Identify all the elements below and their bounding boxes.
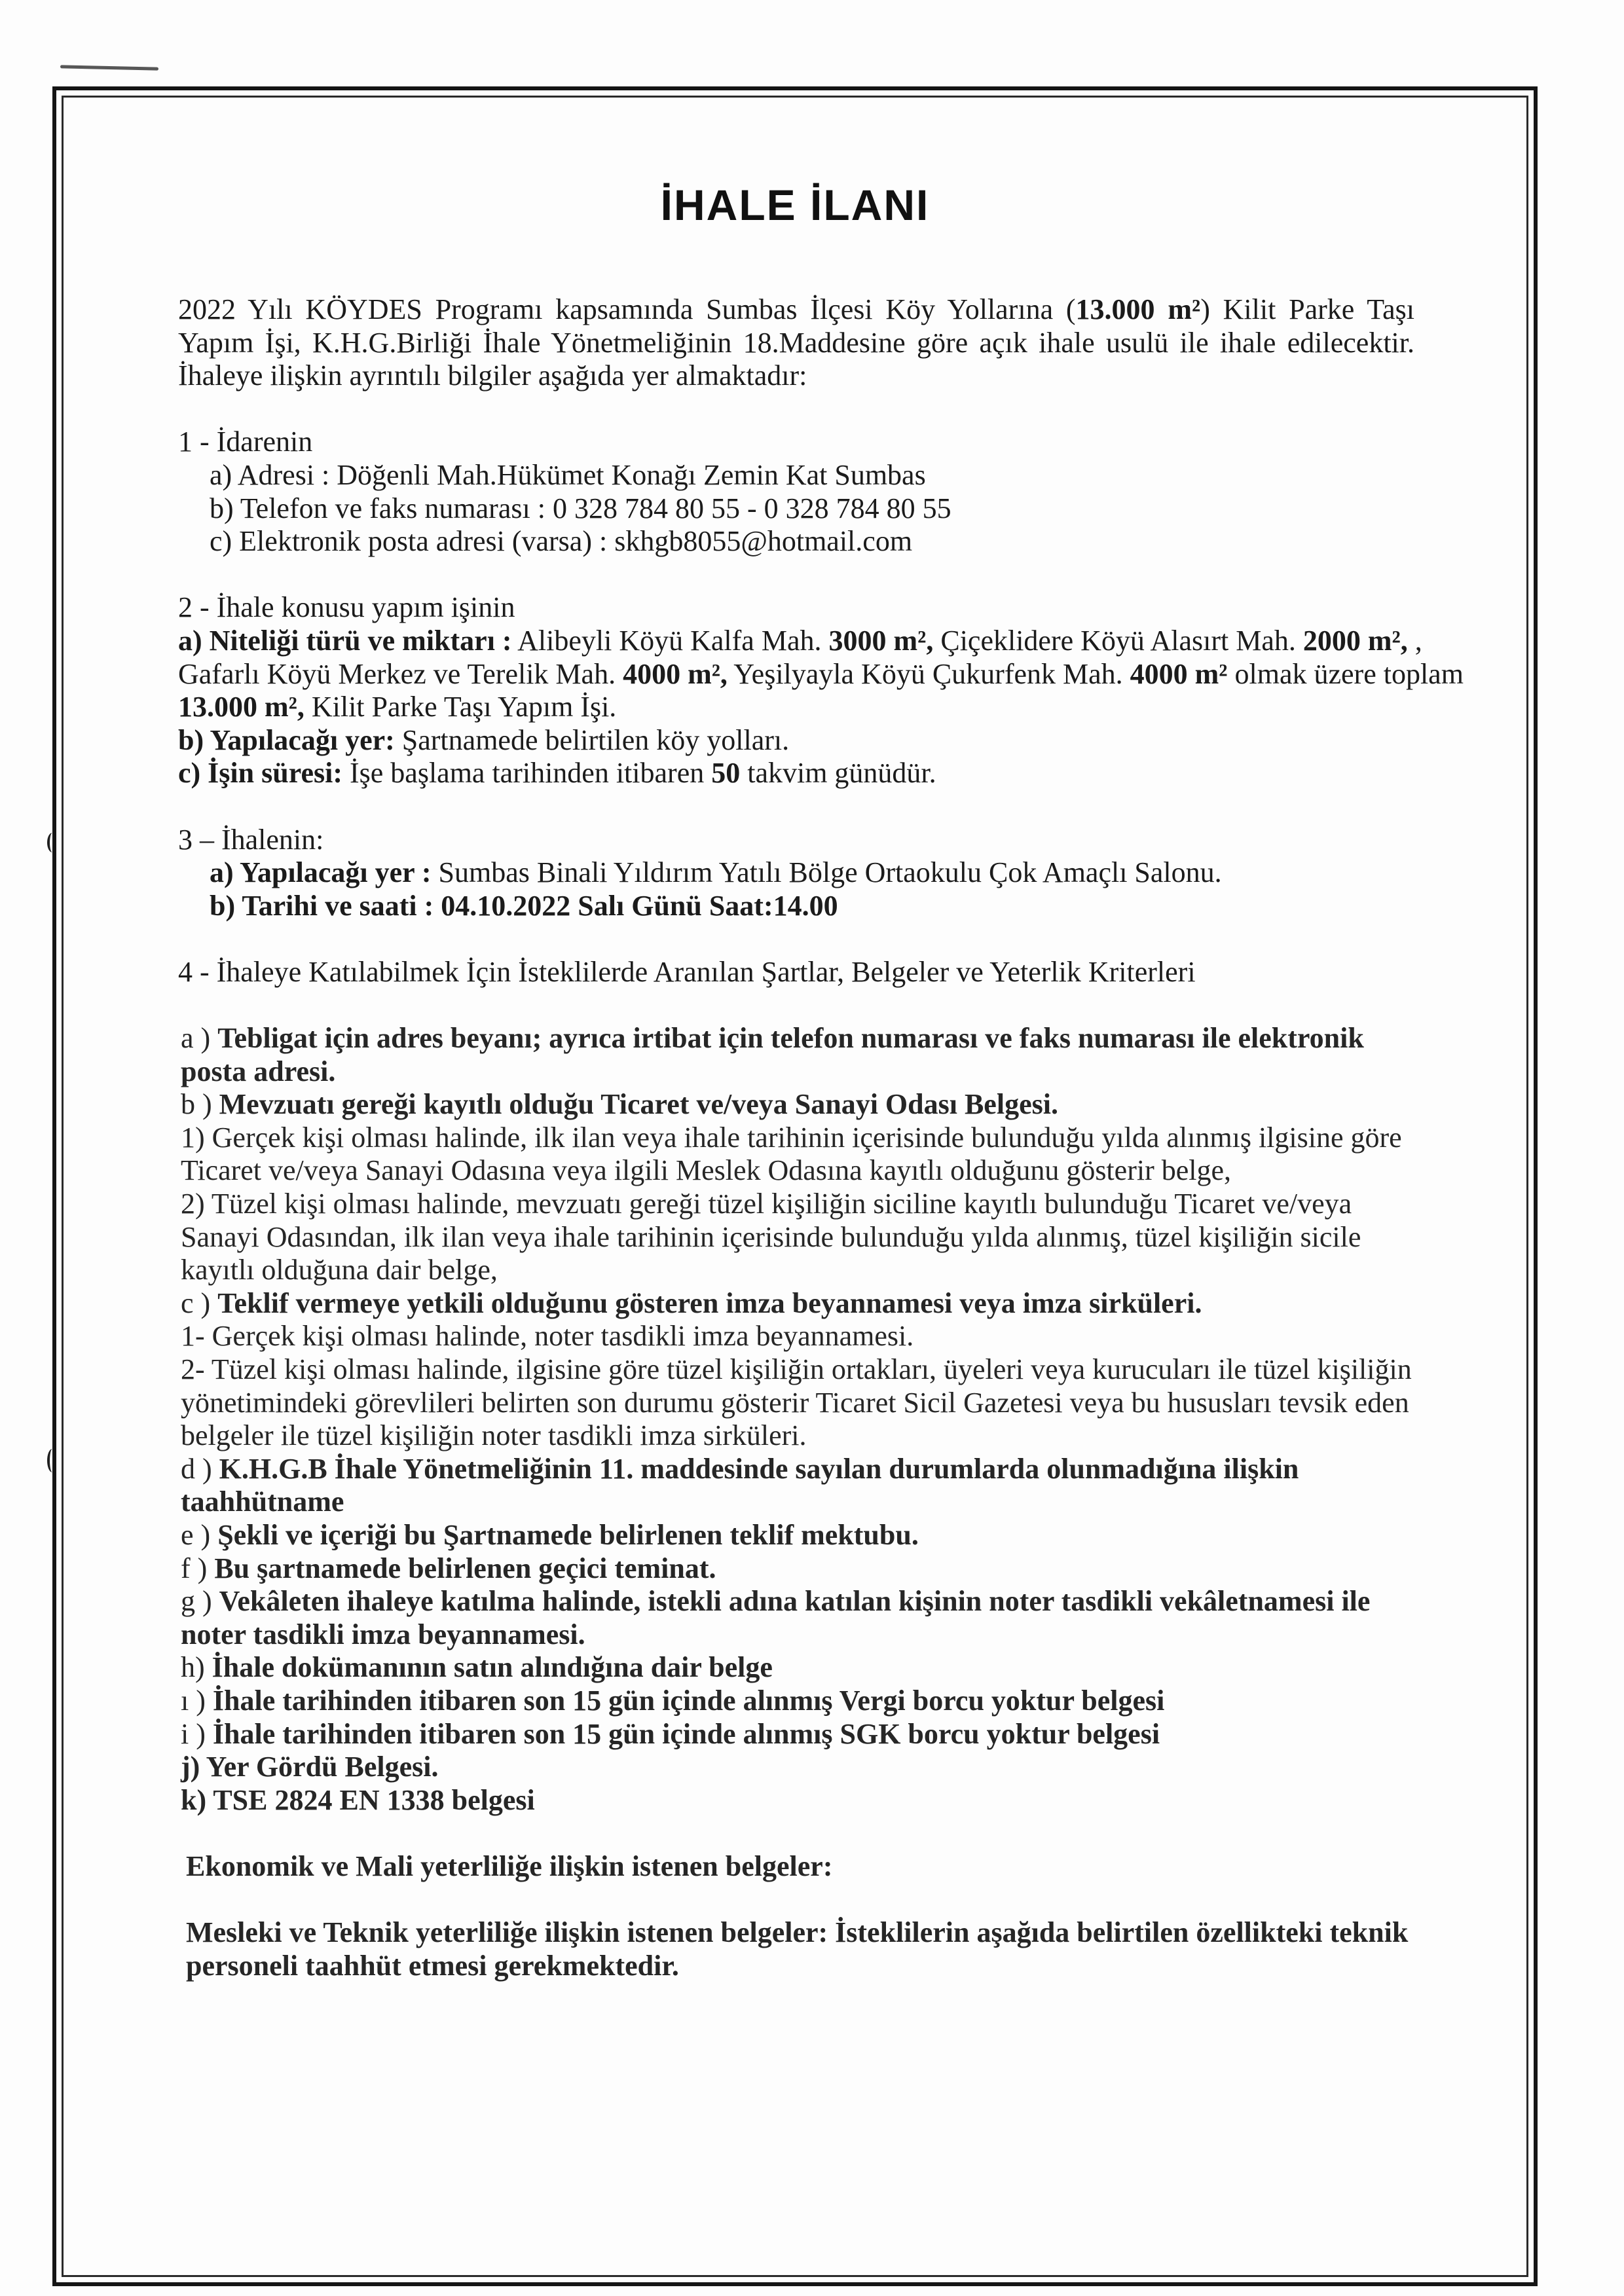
- section-tender: [178, 824, 1414, 923]
- requirement-detail: 1- Gerçek kişi olması halinde, noter tasdikli imza beyannamesi.: [181, 1320, 914, 1353]
- punch-hole-mark: [47, 1449, 58, 1472]
- section-heading: [178, 824, 1414, 857]
- requirement-f: [178, 1552, 1414, 1586]
- professional-technical-documents: [178, 1916, 1414, 1950]
- punch-hole-mark: [47, 833, 58, 852]
- section-heading-text: 3 – İhalenin:: [178, 823, 324, 856]
- area-value: 2000 m²,: [1302, 624, 1408, 657]
- administration-address: [178, 459, 1414, 492]
- requirement-marker: c ): [181, 1286, 218, 1319]
- requirement-b-2-cont: [178, 1221, 1414, 1254]
- section-requirements: [178, 956, 1414, 1817]
- spacer: [178, 790, 1414, 824]
- requirement-marker: a ): [181, 1022, 218, 1055]
- requirement-detail: 2- Tüzel kişi olması halinde, ilgisine göre tüzel kişiliğin ortakları, üyeleri veya kurucuları ile tüzel kişiliğin: [181, 1353, 1412, 1385]
- area-value: 4000 m²,: [623, 657, 728, 690]
- work-duration-text: İşe başlama tarihinden itibaren: [342, 757, 712, 790]
- area-value: 3000 m²,: [828, 624, 934, 657]
- requirement-a: [178, 1022, 1414, 1055]
- work-name-text: Kilit Parke Taşı Yapım İşi.: [304, 691, 617, 723]
- requirement-text: taahhütname: [181, 1485, 344, 1518]
- spacer: [178, 393, 1414, 426]
- requirement-c-2-cont: [178, 1419, 1414, 1453]
- section-heading: [178, 591, 1414, 625]
- email-text: c) Elektronik posta adresi (varsa) : skhgb8055@hotmail.com: [210, 525, 913, 558]
- requirement-j: [178, 1751, 1414, 1784]
- work-duration-text: takvim günüdür.: [740, 757, 936, 790]
- requirement-detail: belgeler ile tüzel kişiliğin noter tasdikli imza sirküleri.: [181, 1419, 807, 1452]
- requirement-b: [178, 1088, 1414, 1121]
- requirement-text: Mevzuatı gereği kayıtlı olduğu Ticaret ve/veya Sanayi Odası Belgesi.: [219, 1088, 1058, 1121]
- address-text: a) Adresi : Döğenli Mah.Hükümet Konağı Zemin Kat Sumbas: [210, 458, 926, 491]
- work-duration: [178, 757, 1414, 790]
- professional-technical-text: Mesleki ve Teknik yeterliliğe ilişkin istenen belgeler: İsteklilerin aşağıda belirtilen özellikteki teknik: [186, 1916, 1409, 1949]
- intro-text: ) Kilit Parke Taşı: [1200, 293, 1414, 325]
- requirement-text: K.H.G.B İhale Yönetmeliğinin 11. maddesinde sayılan durumlarda olunmadığına ilişkin: [219, 1452, 1299, 1485]
- spacer: [178, 922, 1414, 956]
- requirement-marker: ı ): [181, 1684, 213, 1717]
- village-text: Çiçeklidere Köyü Alasırt Mah.: [933, 624, 1303, 657]
- document-title: İHALE İLANI: [660, 181, 930, 229]
- requirement-text: k) TSE 2824 EN 1338 belgesi: [181, 1783, 535, 1816]
- village-text: Gafarlı Köyü Merkez ve Terelik Mah.: [178, 657, 623, 690]
- requirement-text: Bu şartnamede belirlenen geçici teminat.: [214, 1552, 716, 1584]
- work-location-label: b) Yapılacağı yer:: [178, 723, 395, 756]
- requirement-text: İhale tarihinden itibaren son 15 gün içinde alınmış SGK borcu yoktur belgesi: [212, 1717, 1160, 1750]
- village-text: Yeşilyayla Köyü Çukurfenk Mah.: [727, 657, 1130, 690]
- intro-text: İhaleye ilişkin ayrıntılı bilgiler aşağıda yer almaktadır:: [178, 359, 807, 392]
- spacer: [178, 558, 1414, 592]
- requirement-e: [178, 1519, 1414, 1552]
- work-location: [178, 724, 1414, 757]
- economic-financial-text: Ekonomik ve Mali yeterliliğe ilişkin istenen belgeler:: [186, 1850, 833, 1882]
- intro-line: [178, 327, 1414, 360]
- duration-days: 50: [711, 757, 741, 790]
- administration-phone-fax: [178, 492, 1414, 526]
- village-text: olmak üzere toplam: [1227, 657, 1464, 690]
- tender-venue: [178, 856, 1414, 890]
- requirement-detail: kayıtlı olduğuna dair belge,: [181, 1254, 498, 1286]
- requirement-marker: b ): [181, 1088, 219, 1121]
- requirement-detail: Ticaret ve/veya Sanayi Odasına veya ilgili Meslek Odasına kayıtlı olduğunu gösterir belge,: [181, 1154, 1232, 1187]
- work-nature-line: [178, 657, 1464, 691]
- requirement-d: [178, 1453, 1414, 1486]
- village-text: Alibeyli Köyü Kalfa Mah.: [511, 624, 829, 657]
- requirement-marker: e ): [181, 1518, 218, 1551]
- requirement-text: posta adresi.: [181, 1055, 336, 1087]
- requirement-marker: f ): [181, 1552, 215, 1584]
- spacer: [178, 989, 1414, 1022]
- requirement-c-2-cont: [178, 1387, 1414, 1420]
- requirement-marker: i ): [181, 1717, 213, 1750]
- requirement-k: [178, 1784, 1414, 1817]
- tender-venue-label: a) Yapılacağı yer :: [210, 856, 432, 889]
- total-area: 13.000 m²: [1075, 293, 1201, 325]
- requirement-c: [178, 1287, 1414, 1321]
- requirement-marker: g ): [181, 1585, 219, 1618]
- punctuation: ,: [1407, 624, 1422, 657]
- tender-datetime: [178, 890, 1414, 923]
- requirement-b-2-cont: [178, 1254, 1414, 1287]
- requirement-i-dotless: [178, 1685, 1414, 1718]
- requirement-detail: yönetimindeki görevlileri belirten son durumu gösterir Ticaret Sicil Gazetesi veya bu hususları tevsik eden: [181, 1386, 1409, 1419]
- total-area: 13.000 m²,: [178, 691, 304, 723]
- phone-fax-text: b) Telefon ve faks numarası : 0 328 784 80 55 - 0 328 784 80 55: [210, 492, 951, 524]
- requirement-text: Teklif vermeye yetkili olduğunu gösteren imza beyannamesi veya imza sirküleri.: [217, 1286, 1202, 1319]
- intro-text: Yapım İşi, K.H.G.Birliği İhale Yönetmeliğinin 18.Maddesine göre açık ihale usulü ile ihale edilecektir.: [178, 326, 1414, 359]
- work-nature-label: a) Niteliği türü ve miktarı :: [178, 624, 512, 657]
- professional-technical-documents-cont: [178, 1950, 1414, 1983]
- area-value: 4000 m²: [1130, 657, 1228, 690]
- requirement-text: noter tasdikli imza beyannamesi.: [181, 1618, 585, 1650]
- section-heading-text: 1 - İdarenin: [178, 426, 313, 458]
- requirement-h: [178, 1651, 1414, 1685]
- tender-datetime-text: b) Tarihi ve saati : 04.10.2022 Salı Günü Saat:14.00: [210, 889, 838, 922]
- requirement-text: j) Yer Gördü Belgesi.: [181, 1751, 439, 1783]
- section-administration: [178, 426, 1414, 558]
- requirement-a-cont: [178, 1055, 1414, 1089]
- administration-email: [178, 525, 1414, 558]
- intro-line: [178, 359, 1414, 393]
- requirement-text: Vekâleten ihaleye katılma halinde, istekli adına katılan kişinin noter tasdikli vekâletnamesi ile: [219, 1585, 1371, 1618]
- requirement-i: [178, 1718, 1414, 1751]
- requirement-text: Şekli ve içeriği bu Şartnamede belirlenen teklif mektubu.: [217, 1518, 919, 1551]
- work-nature-line: [178, 624, 1422, 658]
- intro-text: 2022 Yılı KÖYDES Programı kapsamında Sumbas İlçesi Köy Yollarına (: [178, 293, 1076, 325]
- requirement-text: Tebligat için adres beyanı; ayrıca irtibat için telefon numarası ve faks numarası ile elektronik: [217, 1022, 1364, 1055]
- requirement-b-2: [178, 1188, 1414, 1221]
- requirement-marker: d ): [181, 1452, 219, 1485]
- economic-financial-documents: [178, 1850, 1414, 1884]
- spacer: [178, 1884, 1414, 1917]
- requirement-text: İhale tarihinden itibaren son 15 gün içinde alınmış Vergi borcu yoktur belgesi: [212, 1684, 1165, 1717]
- work-duration-label: c) İşin süresi:: [178, 757, 342, 790]
- requirement-d-cont: [178, 1485, 1414, 1519]
- intro-paragraph: [178, 293, 1414, 393]
- requirement-b-1-cont: [178, 1154, 1414, 1188]
- requirement-detail: 1) Gerçek kişi olması halinde, ilk ilan veya ihale tarihinin içerisinde bulunduğu yılda alınmış ilgisine göre: [181, 1121, 1402, 1154]
- requirement-marker: h): [181, 1651, 212, 1684]
- tender-venue-text: Sumbas Binali Yıldırım Yatılı Bölge Ortaokulu Çok Amaçlı Salonu.: [431, 856, 1222, 889]
- intro-line: [178, 293, 1414, 327]
- requirement-b-1: [178, 1121, 1414, 1155]
- section-heading: [178, 426, 1414, 459]
- professional-technical-text: personeli taahhüt etmesi gerekmektedir.: [186, 1949, 679, 1982]
- section-heading: [178, 956, 1414, 989]
- requirement-g-cont: [178, 1618, 1414, 1652]
- requirement-detail: Sanayi Odasından, ilk ilan veya ihale tarihinin içerisinde bulunduğu yılda alınmış, tüzel kişiliğin sicile: [181, 1220, 1361, 1253]
- requirement-c-2: [178, 1353, 1414, 1387]
- work-nature-line: [178, 691, 1414, 724]
- requirement-g: [178, 1585, 1414, 1618]
- requirement-detail: 2) Tüzel kişi olması halinde, mevzuatı gereği tüzel kişiliğin siciline kayıtlı bulunduğu Ticaret ve/veya: [181, 1188, 1352, 1220]
- scan-mark: [60, 65, 158, 70]
- announcement-body: [178, 293, 1464, 1982]
- section-work-subject: [178, 591, 1464, 790]
- section-heading-text: 4 - İhaleye Katılabilmek İçin İsteklilerde Aranılan Şartlar, Belgeler ve Yeterlik Kriterleri: [178, 955, 1196, 988]
- section-heading-text: 2 - İhale konusu yapım işinin: [178, 591, 515, 624]
- work-location-text: Şartnamede belirtilen köy yolları.: [394, 723, 790, 756]
- requirement-c-1: [178, 1320, 1414, 1353]
- requirement-text: İhale dokümanının satın alındığına dair belge: [212, 1651, 773, 1684]
- spacer: [178, 1817, 1414, 1850]
